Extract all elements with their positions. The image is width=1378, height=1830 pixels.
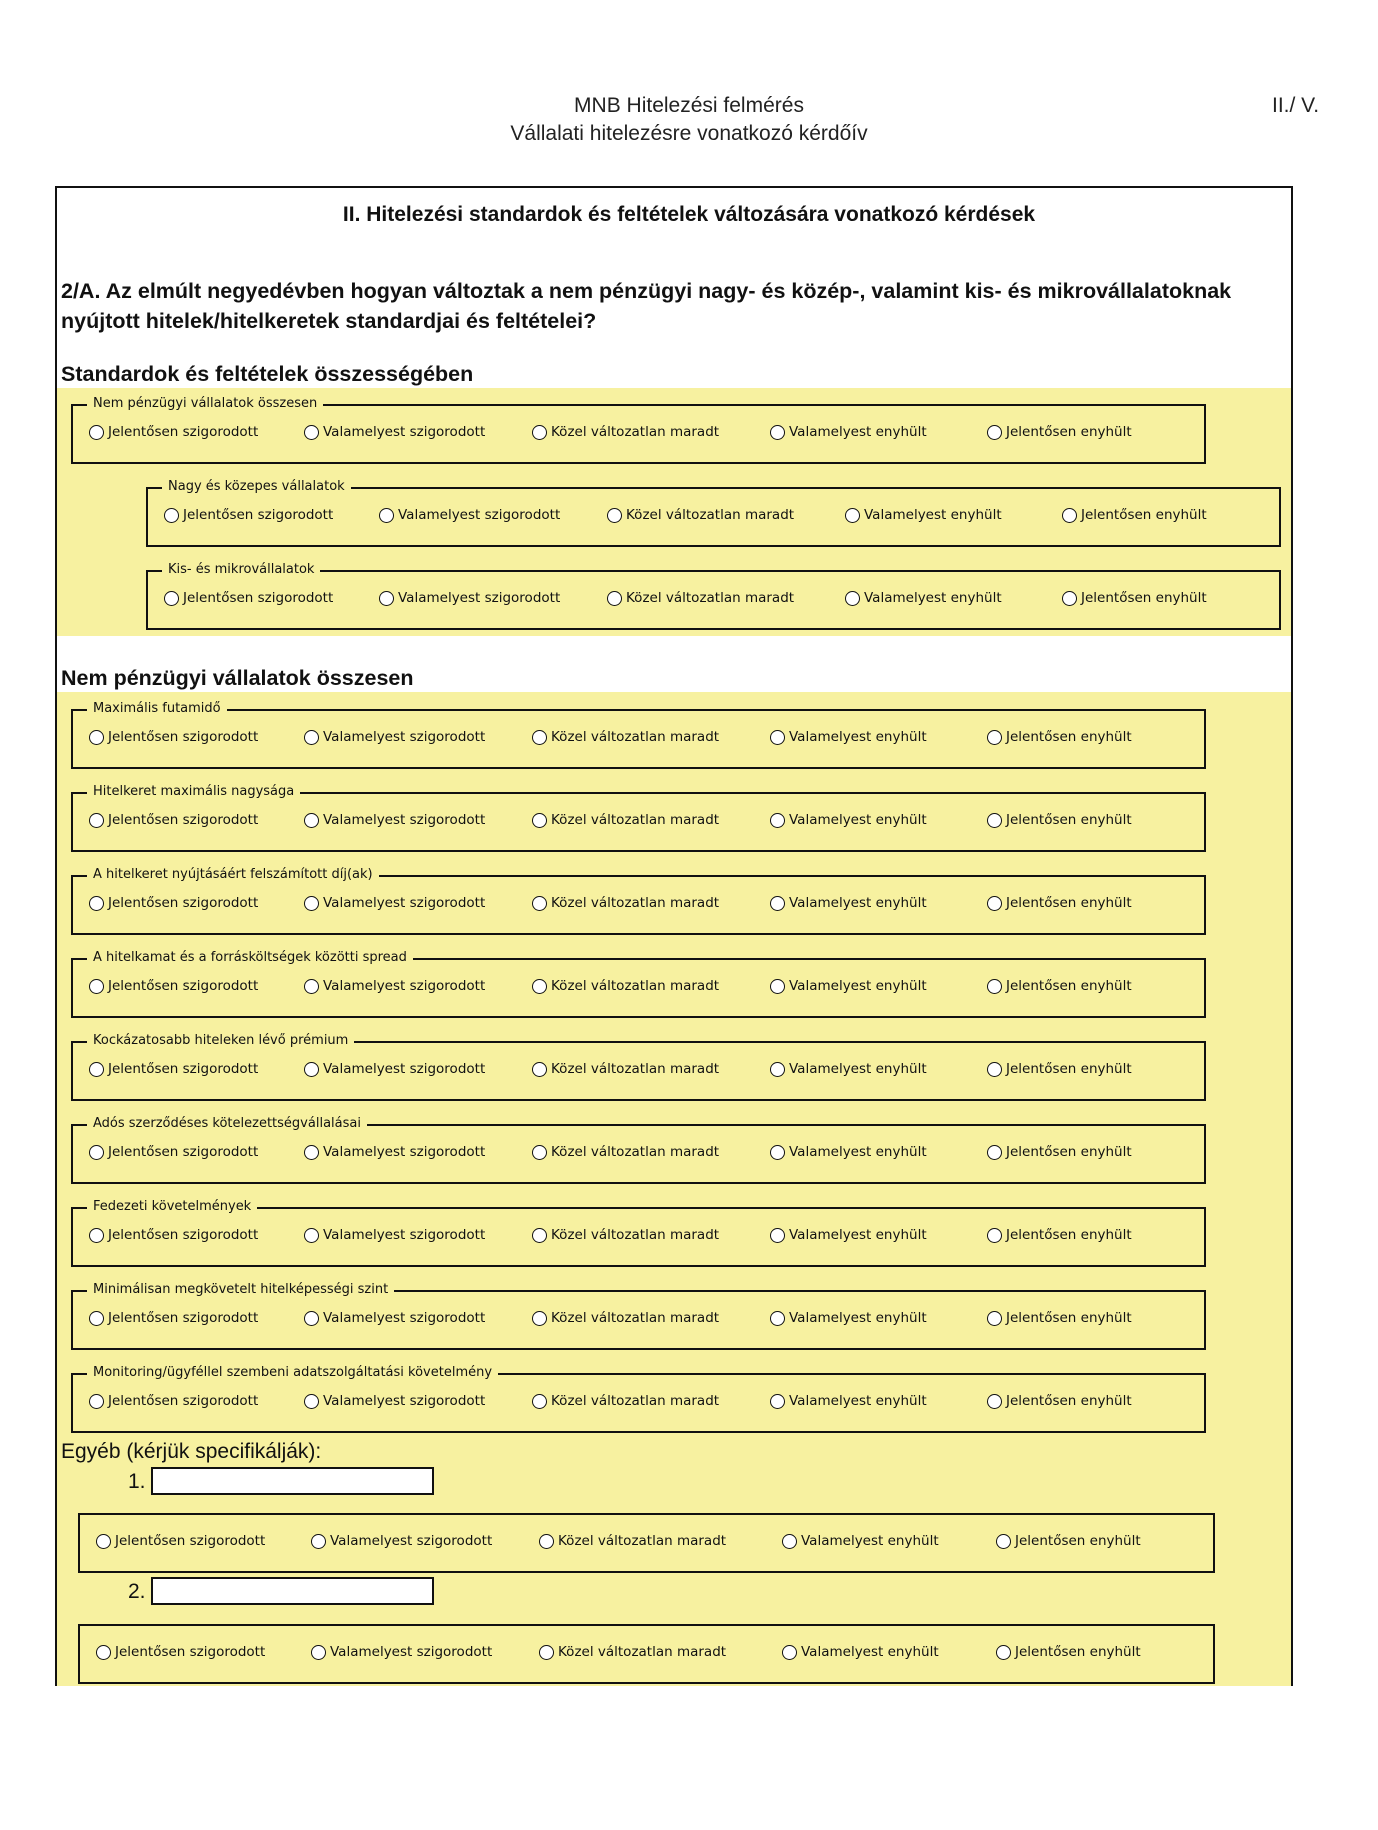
radio-option[interactable]	[770, 1310, 927, 1326]
radio-option-label: Jelentősen enyhült	[1081, 590, 1207, 606]
radio-option[interactable]	[987, 1061, 1132, 1077]
other-heading: Egyéb (kérjük specifikálják):	[61, 1440, 322, 1463]
radio-option[interactable]	[89, 895, 258, 911]
group-label: A hitelkeret nyújtásáért felszámított díj(ak)	[87, 866, 379, 884]
radio-option-label: Valamelyest enyhült	[864, 590, 1002, 606]
radio-circle-icon[interactable]	[770, 1145, 785, 1160]
radio-circle-icon[interactable]	[845, 591, 860, 606]
radio-option-label: Valamelyest enyhült	[801, 1644, 939, 1660]
radio-option[interactable]	[304, 729, 485, 745]
radio-option[interactable]	[379, 507, 560, 523]
radio-option[interactable]	[532, 1310, 719, 1326]
radio-option-label: Valamelyest szigorodott	[398, 507, 561, 523]
radio-circle-icon[interactable]	[987, 1394, 1002, 1409]
radio-option-label: Jelentősen enyhült	[1006, 1061, 1132, 1077]
radio-circle-icon[interactable]	[782, 1645, 797, 1660]
radio-option[interactable]	[89, 1227, 258, 1243]
radio-circle-icon[interactable]	[1062, 591, 1077, 606]
radio-option[interactable]	[379, 590, 560, 606]
radio-circle-icon[interactable]	[311, 1534, 326, 1549]
radio-circle-icon[interactable]	[96, 1534, 111, 1549]
radio-option-label: Jelentősen szigorodott	[108, 1227, 259, 1243]
radio-option-label: Valamelyest szigorodott	[323, 1393, 486, 1409]
part1-heading: Standardok és feltételek összességében	[61, 362, 474, 386]
radio-option[interactable]	[532, 1061, 719, 1077]
radio-circle-icon[interactable]	[304, 1311, 319, 1326]
other-group-1	[78, 1513, 1215, 1573]
radio-option[interactable]	[311, 1533, 492, 1549]
radio-circle-icon[interactable]	[770, 1228, 785, 1243]
radio-circle-icon[interactable]	[987, 1311, 1002, 1326]
radio-circle-icon[interactable]	[987, 425, 1002, 440]
radio-option-label: Valamelyest enyhült	[789, 812, 927, 828]
radio-option[interactable]	[311, 1644, 492, 1660]
radio-circle-icon[interactable]	[89, 896, 104, 911]
radio-option-label: Közel változatlan maradt	[551, 1310, 720, 1326]
radio-circle-icon[interactable]	[539, 1645, 554, 1660]
radio-option-label: Valamelyest szigorodott	[323, 424, 486, 440]
radio-option[interactable]	[532, 1227, 719, 1243]
radio-option-label: Jelentősen szigorodott	[108, 1310, 259, 1326]
radio-circle-icon[interactable]	[304, 1228, 319, 1243]
part2-heading: Nem pénzügyi vállalatok összesen	[61, 666, 414, 690]
group-label: Kockázatosabb hiteleken lévő prémium	[87, 1032, 354, 1050]
radio-option-label: Jelentősen szigorodott	[108, 1061, 259, 1077]
radio-option[interactable]	[987, 424, 1132, 440]
radio-option[interactable]	[987, 1393, 1132, 1409]
other-number-2: 2.	[128, 1580, 146, 1603]
part2-group-9	[71, 1365, 1206, 1433]
group-label: Minimálisan megkövetelt hitelképességi szint	[87, 1281, 394, 1299]
radio-option-label: Jelentősen enyhült	[1006, 729, 1132, 745]
radio-option[interactable]	[304, 1144, 485, 1160]
radio-option[interactable]	[532, 812, 719, 828]
group-label: Kis- és mikrovállalatok	[162, 561, 320, 579]
radio-option-label: Közel változatlan maradt	[551, 812, 720, 828]
radio-circle-icon[interactable]	[770, 1394, 785, 1409]
radio-circle-icon[interactable]	[607, 591, 622, 606]
radio-option[interactable]	[1062, 590, 1207, 606]
radio-option-label: Valamelyest szigorodott	[323, 1227, 486, 1243]
radio-option-label: Valamelyest enyhült	[801, 1533, 939, 1549]
radio-option[interactable]	[164, 507, 333, 523]
group-label: Maximális futamidő	[87, 700, 227, 718]
radio-option[interactable]	[532, 978, 719, 994]
radio-circle-icon[interactable]	[89, 813, 104, 828]
radio-circle-icon[interactable]	[987, 730, 1002, 745]
radio-circle-icon[interactable]	[379, 591, 394, 606]
question-text: 2/A. Az elmúlt negyedévben hogyan változtak a nem pénzügyi nagy- és közép-, valamint kis- és mikrovállalatoknak nyújtott hitelek/hitelkeretek standardjai és feltételei?	[61, 279, 1232, 333]
part1-group-2	[146, 479, 1281, 547]
radio-circle-icon[interactable]	[987, 1145, 1002, 1160]
radio-option-label: Jelentősen enyhült	[1081, 507, 1207, 523]
radio-option[interactable]	[996, 1644, 1141, 1660]
part1-group-3	[146, 562, 1281, 630]
radio-circle-icon[interactable]	[311, 1645, 326, 1660]
radio-option[interactable]	[304, 1061, 485, 1077]
radio-option[interactable]	[987, 978, 1132, 994]
radio-option-label: Valamelyest enyhült	[789, 1061, 927, 1077]
radio-option[interactable]	[770, 729, 927, 745]
radio-circle-icon[interactable]	[304, 979, 319, 994]
radio-option[interactable]	[96, 1533, 265, 1549]
radio-option-label: Jelentősen szigorodott	[108, 424, 259, 440]
radio-option-label: Valamelyest szigorodott	[323, 895, 486, 911]
radio-option-label: Közel változatlan maradt	[551, 1144, 720, 1160]
radio-circle-icon[interactable]	[987, 1228, 1002, 1243]
radio-option-label: Jelentősen szigorodott	[108, 978, 259, 994]
part2-group-5	[71, 1033, 1206, 1101]
radio-option[interactable]	[996, 1533, 1141, 1549]
radio-circle-icon[interactable]	[89, 979, 104, 994]
radio-circle-icon[interactable]	[89, 730, 104, 745]
other-group-2	[78, 1624, 1215, 1684]
part2-group-6	[71, 1116, 1206, 1184]
radio-circle-icon[interactable]	[89, 1145, 104, 1160]
radio-circle-icon[interactable]	[770, 730, 785, 745]
radio-option[interactable]	[987, 895, 1132, 911]
radio-option-label: Valamelyest szigorodott	[323, 1144, 486, 1160]
radio-option-label: Valamelyest enyhült	[864, 507, 1002, 523]
radio-option-label: Jelentősen enyhült	[1006, 978, 1132, 994]
group-label: Hitelkeret maximális nagysága	[87, 783, 300, 801]
part2-group-2	[71, 784, 1206, 852]
radio-circle-icon[interactable]	[1062, 508, 1077, 523]
radio-option[interactable]	[532, 895, 719, 911]
other-spec-input-1[interactable]	[151, 1467, 434, 1495]
radio-option-label: Közel változatlan maradt	[558, 1533, 727, 1549]
radio-circle-icon[interactable]	[532, 1228, 547, 1243]
radio-option[interactable]	[770, 812, 927, 828]
radio-circle-icon[interactable]	[89, 1394, 104, 1409]
part2-group-3	[71, 867, 1206, 935]
radio-circle-icon[interactable]	[304, 730, 319, 745]
radio-option[interactable]	[96, 1644, 265, 1660]
radio-option-label: Jelentősen szigorodott	[115, 1644, 266, 1660]
radio-option[interactable]	[164, 590, 333, 606]
radio-option-label: Közel változatlan maradt	[626, 507, 795, 523]
radio-option[interactable]	[532, 424, 719, 440]
radio-circle-icon[interactable]	[532, 730, 547, 745]
radio-option[interactable]	[532, 729, 719, 745]
radio-circle-icon[interactable]	[89, 425, 104, 440]
radio-option[interactable]	[987, 729, 1132, 745]
radio-option[interactable]	[782, 1533, 939, 1549]
radio-option[interactable]	[987, 1227, 1132, 1243]
radio-circle-icon[interactable]	[770, 896, 785, 911]
radio-circle-icon[interactable]	[96, 1645, 111, 1660]
radio-option[interactable]	[89, 424, 258, 440]
radio-option[interactable]	[607, 590, 794, 606]
radio-option-label: Valamelyest szigorodott	[330, 1533, 493, 1549]
radio-option-label: Jelentősen szigorodott	[183, 507, 334, 523]
radio-option-label: Jelentősen enyhült	[1006, 1310, 1132, 1326]
radio-option-label: Valamelyest enyhült	[789, 1393, 927, 1409]
radio-option[interactable]	[770, 895, 927, 911]
radio-option[interactable]	[770, 424, 927, 440]
radio-option-label: Valamelyest enyhült	[789, 1144, 927, 1160]
header-title: MNB Hitelezési felmérés	[574, 94, 804, 117]
header-subtitle: Vállalati hitelezésre vonatkozó kérdőív	[510, 122, 868, 145]
radio-option-label: Jelentősen enyhült	[1006, 424, 1132, 440]
radio-circle-icon[interactable]	[304, 1394, 319, 1409]
radio-option-label: Jelentősen szigorodott	[108, 1393, 259, 1409]
radio-option-label: Közel változatlan maradt	[551, 424, 720, 440]
radio-option[interactable]	[89, 978, 258, 994]
radio-option[interactable]	[770, 978, 927, 994]
radio-option-label: Valamelyest szigorodott	[323, 1310, 486, 1326]
radio-circle-icon[interactable]	[987, 979, 1002, 994]
radio-circle-icon[interactable]	[304, 425, 319, 440]
radio-option[interactable]	[89, 1061, 258, 1077]
section-title: II. Hitelezési standardok és feltételek változására vonatkozó kérdések	[342, 203, 1036, 226]
radio-circle-icon[interactable]	[532, 1394, 547, 1409]
radio-circle-icon[interactable]	[532, 896, 547, 911]
radio-option[interactable]	[89, 1310, 258, 1326]
radio-circle-icon[interactable]	[304, 813, 319, 828]
radio-option-label: Jelentősen szigorodott	[108, 812, 259, 828]
radio-circle-icon[interactable]	[770, 1062, 785, 1077]
radio-option-label: Közel változatlan maradt	[626, 590, 795, 606]
other-number-1: 1.	[128, 1470, 146, 1493]
part2-group-8	[71, 1282, 1206, 1350]
radio-option[interactable]	[782, 1644, 939, 1660]
radio-option-label: Jelentősen szigorodott	[115, 1533, 266, 1549]
radio-circle-icon[interactable]	[996, 1645, 1011, 1660]
radio-option[interactable]	[304, 812, 485, 828]
radio-option[interactable]	[845, 590, 1002, 606]
radio-circle-icon[interactable]	[539, 1534, 554, 1549]
radio-option-label: Valamelyest szigorodott	[323, 978, 486, 994]
radio-option-label: Valamelyest enyhült	[789, 729, 927, 745]
radio-option[interactable]	[987, 1310, 1132, 1326]
radio-option[interactable]	[89, 729, 258, 745]
radio-option-label: Valamelyest enyhült	[789, 1227, 927, 1243]
part2-group-1	[71, 701, 1206, 769]
radio-circle-icon[interactable]	[770, 425, 785, 440]
radio-option-label: Jelentősen enyhült	[1006, 1227, 1132, 1243]
group-label: Fedezeti követelmények	[87, 1198, 257, 1216]
radio-option-label: Közel változatlan maradt	[551, 1227, 720, 1243]
radio-circle-icon[interactable]	[996, 1534, 1011, 1549]
radio-circle-icon[interactable]	[770, 979, 785, 994]
radio-option-label: Jelentősen enyhült	[1006, 1144, 1132, 1160]
radio-option-label: Jelentősen szigorodott	[183, 590, 334, 606]
part2-group-4	[71, 950, 1206, 1018]
page-number: II./ V.	[1272, 94, 1320, 117]
radio-option[interactable]	[89, 1393, 258, 1409]
radio-circle-icon[interactable]	[770, 813, 785, 828]
radio-option-label: Valamelyest enyhült	[789, 895, 927, 911]
radio-option-label: Valamelyest szigorodott	[398, 590, 561, 606]
radio-option[interactable]	[770, 1144, 927, 1160]
radio-option-label: Valamelyest szigorodott	[323, 729, 486, 745]
radio-circle-icon[interactable]	[782, 1534, 797, 1549]
radio-option-label: Jelentősen enyhült	[1006, 895, 1132, 911]
radio-option-label: Valamelyest enyhült	[789, 1310, 927, 1326]
group-label: Nem pénzügyi vállalatok összesen	[87, 395, 323, 413]
radio-circle-icon[interactable]	[607, 508, 622, 523]
radio-option[interactable]	[89, 812, 258, 828]
radio-option[interactable]	[532, 1144, 719, 1160]
radio-option[interactable]	[987, 812, 1132, 828]
radio-circle-icon[interactable]	[164, 591, 179, 606]
radio-option[interactable]	[539, 1644, 726, 1660]
part1-group-1	[71, 396, 1206, 464]
part2-group-7	[71, 1199, 1206, 1267]
radio-option[interactable]	[987, 1144, 1132, 1160]
radio-option[interactable]	[539, 1533, 726, 1549]
radio-option[interactable]	[304, 1310, 485, 1326]
radio-circle-icon[interactable]	[304, 1145, 319, 1160]
radio-option-label: Valamelyest enyhült	[789, 424, 927, 440]
radio-circle-icon[interactable]	[987, 1062, 1002, 1077]
other-spec-input-2[interactable]	[151, 1577, 434, 1605]
group-label: A hitelkamat és a forrásköltségek közötti spread	[87, 949, 413, 967]
radio-circle-icon[interactable]	[89, 1311, 104, 1326]
radio-option[interactable]	[532, 1393, 719, 1409]
radio-circle-icon[interactable]	[987, 813, 1002, 828]
radio-option-label: Jelentősen enyhült	[1006, 812, 1132, 828]
radio-circle-icon[interactable]	[164, 508, 179, 523]
group-label: Adós szerződéses kötelezettségvállalásai	[87, 1115, 367, 1133]
radio-option[interactable]	[304, 895, 485, 911]
radio-option-label: Közel változatlan maradt	[551, 1393, 720, 1409]
radio-option-label: Valamelyest szigorodott	[323, 812, 486, 828]
radio-option-label: Közel változatlan maradt	[551, 729, 720, 745]
radio-option-label: Jelentősen enyhült	[1006, 1393, 1132, 1409]
radio-option[interactable]	[770, 1061, 927, 1077]
radio-option-label: Jelentősen enyhült	[1015, 1644, 1141, 1660]
group-label: Monitoring/ügyféllel szembeni adatszolgáltatási követelmény	[87, 1364, 498, 1382]
radio-option[interactable]	[304, 424, 485, 440]
radio-circle-icon[interactable]	[379, 508, 394, 523]
radio-circle-icon[interactable]	[532, 1062, 547, 1077]
group-label: Nagy és közepes vállalatok	[162, 478, 351, 496]
radio-option-label: Közel változatlan maradt	[551, 978, 720, 994]
radio-option[interactable]	[770, 1393, 927, 1409]
radio-option[interactable]	[845, 507, 1002, 523]
radio-option-label: Jelentősen szigorodott	[108, 895, 259, 911]
radio-circle-icon[interactable]	[532, 979, 547, 994]
radio-circle-icon[interactable]	[89, 1062, 104, 1077]
radio-circle-icon[interactable]	[532, 1311, 547, 1326]
radio-option-label: Közel változatlan maradt	[558, 1644, 727, 1660]
radio-option-label: Valamelyest szigorodott	[323, 1061, 486, 1077]
radio-circle-icon[interactable]	[532, 425, 547, 440]
radio-circle-icon[interactable]	[304, 1062, 319, 1077]
radio-option-label: Jelentősen szigorodott	[108, 729, 259, 745]
radio-circle-icon[interactable]	[845, 508, 860, 523]
radio-circle-icon[interactable]	[770, 1311, 785, 1326]
radio-option[interactable]	[607, 507, 794, 523]
radio-circle-icon[interactable]	[304, 896, 319, 911]
radio-option[interactable]	[89, 1144, 258, 1160]
radio-option[interactable]	[1062, 507, 1207, 523]
radio-circle-icon[interactable]	[532, 813, 547, 828]
radio-option-label: Jelentősen enyhült	[1015, 1533, 1141, 1549]
radio-option[interactable]	[304, 978, 485, 994]
radio-option-label: Közel változatlan maradt	[551, 1061, 720, 1077]
radio-option[interactable]	[304, 1227, 485, 1243]
radio-option-label: Közel változatlan maradt	[551, 895, 720, 911]
radio-option[interactable]	[304, 1393, 485, 1409]
radio-circle-icon[interactable]	[532, 1145, 547, 1160]
radio-option[interactable]	[770, 1227, 927, 1243]
radio-option-label: Valamelyest szigorodott	[330, 1644, 493, 1660]
radio-option-label: Valamelyest enyhült	[789, 978, 927, 994]
radio-circle-icon[interactable]	[987, 896, 1002, 911]
radio-circle-icon[interactable]	[89, 1228, 104, 1243]
radio-option-label: Jelentősen szigorodott	[108, 1144, 259, 1160]
